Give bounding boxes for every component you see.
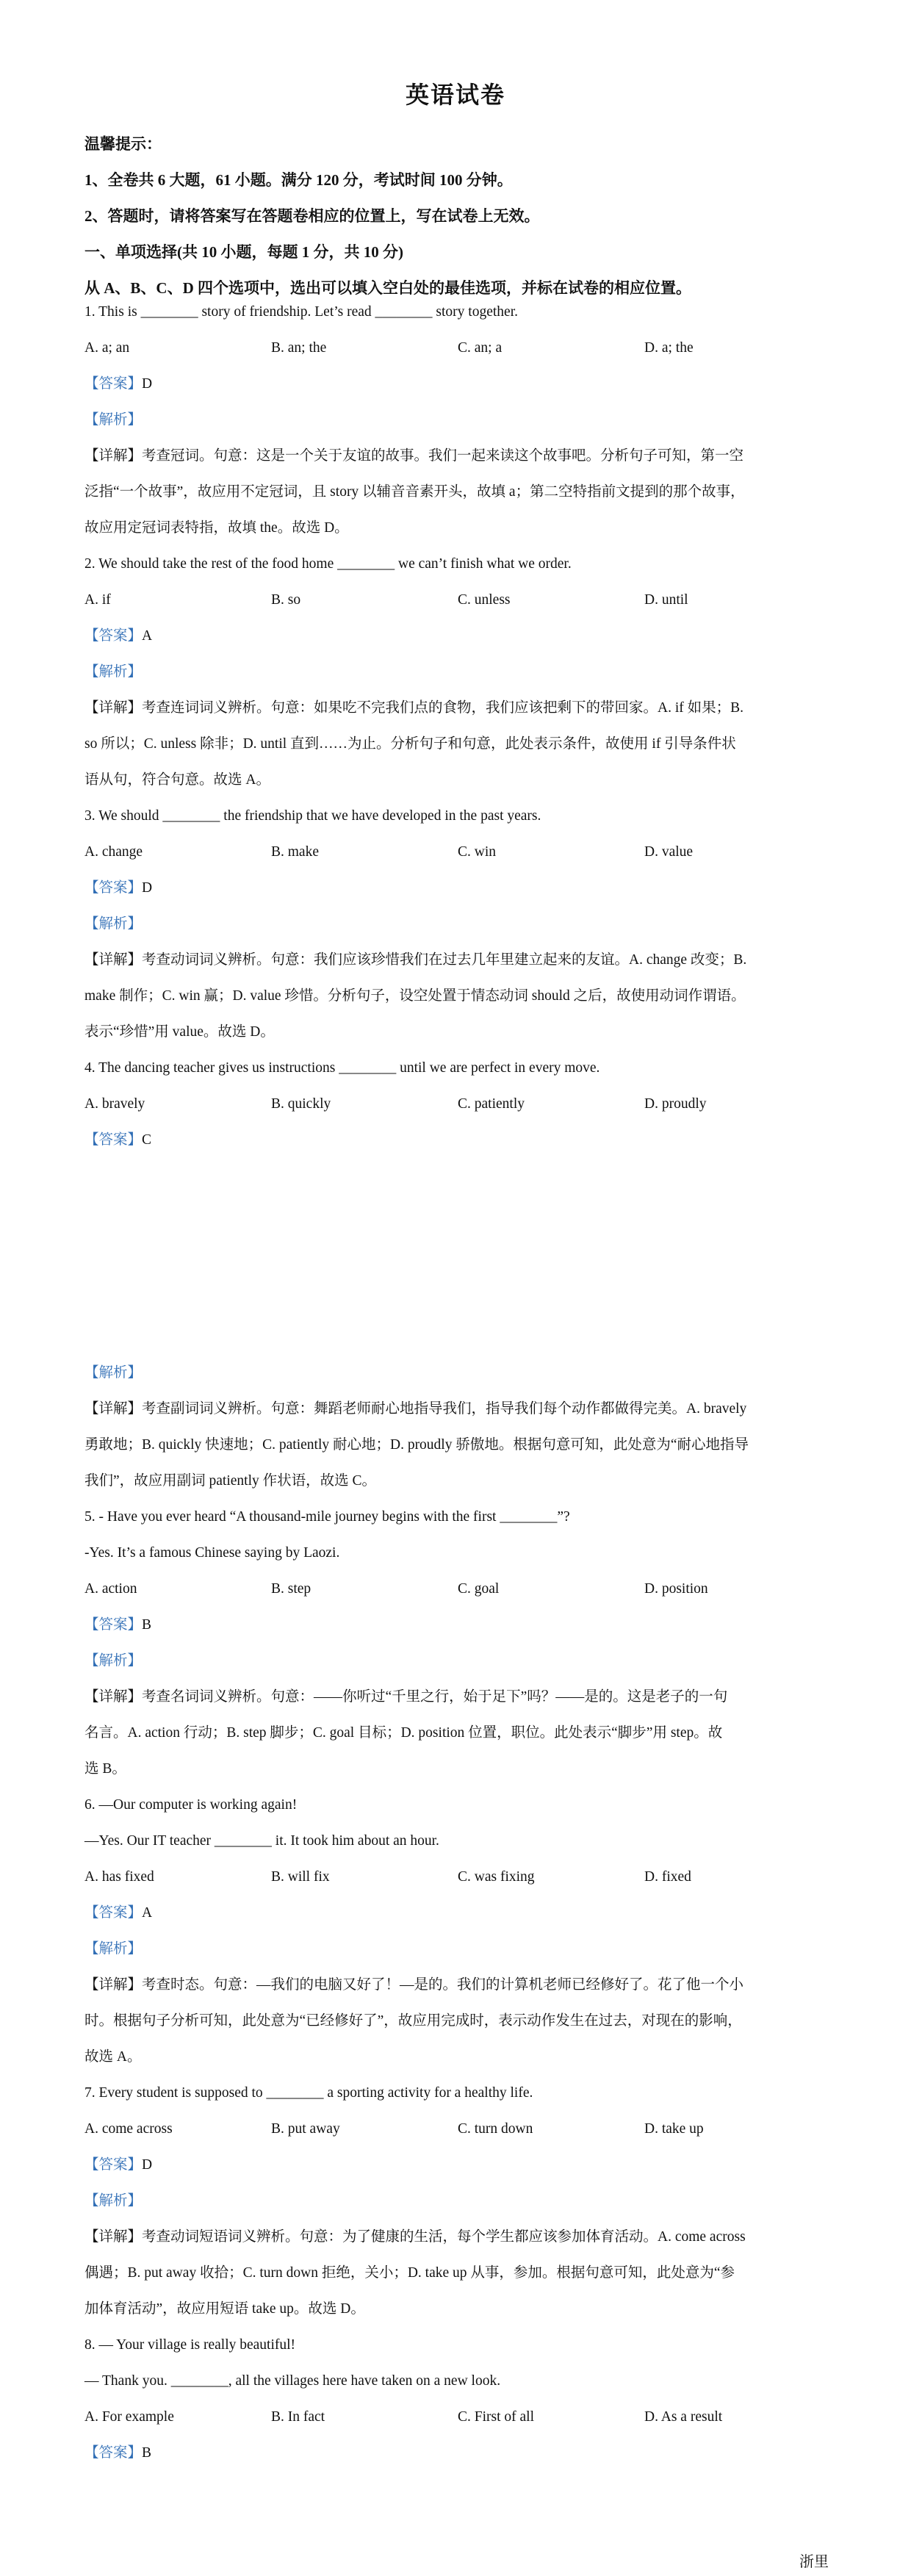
footer-mark: 浙里 — [799, 2554, 829, 2570]
option-d: D. until — [644, 592, 688, 608]
question-stem: 3. We should ________ the friendship that we have developed in the past years. — [84, 808, 541, 824]
detail-line: so 所以；C. unless 除非；D. until 直到……为止。分析句子和句意，此处表示条件，故使用 if 引导条件状 — [84, 736, 736, 752]
note-line: 2、答题时，请将答案写在答题卷相应的位置上，写在试卷上无效。 — [84, 207, 540, 225]
question-stem: 6. —Our computer is working again! — [84, 1797, 298, 1813]
option-row — [84, 2399, 841, 2435]
option-c: C. First of all — [458, 2409, 535, 2425]
option-a: A. if — [84, 592, 111, 608]
option-a: A. For example — [84, 2409, 174, 2425]
detail-line: 故应用定冠词表特指，故填 the。故选 D。 — [84, 520, 349, 536]
answer-line — [84, 2435, 841, 2471]
analysis-label: 【解析】 — [84, 2193, 143, 2209]
question-1 — [84, 294, 841, 546]
exam-notes — [84, 126, 841, 306]
answer-value: D — [142, 2157, 153, 2173]
answer-line — [84, 366, 841, 402]
option-d: D. take up — [644, 2121, 704, 2137]
note-line: 一、单项选择(共 10 小题，每题 1 分，共 10 分) — [84, 243, 403, 261]
answer-label: 【答案】 — [84, 880, 143, 896]
answer-value: D — [142, 376, 153, 392]
note-line: 温馨提示： — [84, 135, 162, 153]
option-a: A. bravely — [84, 1096, 145, 1112]
option-a: A. action — [84, 1581, 137, 1597]
answer-label: 【答案】 — [84, 628, 143, 644]
answer-label: 【答案】 — [84, 1905, 143, 1921]
answer-line — [84, 1895, 841, 1931]
analysis-label: 【解析】 — [84, 664, 143, 680]
detail-line: 偶遇；B. put away 收拾；C. turn down 拒绝，关小；D. take up 从事，参加。根据句意可知，此处意为“参 — [84, 2265, 735, 2281]
option-d: D. As a result — [644, 2409, 723, 2425]
answer-value: A — [142, 1905, 153, 1921]
answer-value: B — [142, 2445, 152, 2461]
option-row — [84, 2111, 841, 2147]
question-stem: 1. This is ________ story of friendship. Let’s read ________ story together. — [84, 304, 518, 320]
question-6 — [84, 1787, 841, 2075]
option-a: A. come across — [84, 2121, 173, 2137]
answer-line — [84, 2147, 841, 2183]
note-line: 从 A、B、C、D 四个选项中，选出可以填入空白处的最佳选项，并标在试卷的相应位置。 — [84, 279, 692, 297]
question-stem: 7. Every student is supposed to ________ a sporting activity for a healthy life. — [84, 2085, 533, 2101]
option-row — [84, 582, 841, 618]
option-a: A. a; an — [84, 340, 130, 356]
option-c: C. unless — [458, 592, 511, 608]
option-b: B. make — [271, 844, 319, 860]
answer-label: 【答案】 — [84, 2445, 143, 2461]
answer-value: B — [142, 1617, 152, 1633]
answer-line — [84, 1122, 841, 1158]
detail-line: 【详解】考查副词词义辨析。句意：舞蹈老师耐心地指导我们，指导我们每个动作都做得完美。A. bravely — [84, 1401, 747, 1417]
question-stem: 5. - Have you ever heard “A thousand-mile journey begins with the first ________”? — [84, 1509, 570, 1525]
option-a: A. has fixed — [84, 1869, 154, 1885]
option-a: A. change — [84, 844, 143, 860]
answer-line — [84, 1607, 841, 1643]
question-8 — [84, 2327, 841, 2471]
question-stem: —Yes. Our IT teacher ________ it. It took him about an hour. — [84, 1833, 439, 1849]
question-4 — [84, 1050, 841, 1499]
detail-line: 【详解】考查名词词义辨析。句意：——你听过“千里之行，始于足下”吗？——是的。这是老子的一句 — [84, 1689, 728, 1705]
option-b: B. an; the — [271, 340, 327, 356]
analysis-label: 【解析】 — [84, 1365, 143, 1381]
question-stem: 2. We should take the rest of the food home ________ we can’t finish what we order. — [84, 556, 572, 572]
detail-line: 【详解】考查动词短语词义辨析。句意：为了健康的生活，每个学生都应该参加体育活动。A. come across — [84, 2229, 746, 2245]
detail-line: 选 B。 — [84, 1761, 126, 1777]
option-d: D. proudly — [644, 1096, 707, 1112]
detail-line: 【详解】考查动词词义辨析。句意：我们应该珍惜我们在过去几年里建立起来的友谊。A. change 改变；B. — [84, 952, 747, 968]
analysis-label: 【解析】 — [84, 412, 143, 428]
detail-line: 加体育活动”，故应用短语 take up。故选 D。 — [84, 2301, 365, 2317]
option-b: B. put away — [271, 2121, 340, 2137]
question-stem: -Yes. It’s a famous Chinese saying by Laozi. — [84, 1545, 340, 1561]
detail-line: 表示“珍惜”用 value。故选 D。 — [84, 1024, 275, 1040]
answer-value: A — [142, 628, 153, 644]
option-d: D. a; the — [644, 340, 694, 356]
question-stem: 8. — Your village is really beautiful! — [84, 2337, 296, 2353]
detail-line: 泛指“一个故事”，故应用不定冠词，且 story 以辅音音素开头，故填 a；第二空特指前文提到的那个故事， — [84, 484, 745, 500]
option-row — [84, 834, 841, 870]
option-c: C. win — [458, 844, 497, 860]
note-line: 1、全卷共 6 大题，61 小题。满分 120 分，考试时间 100 分钟。 — [84, 171, 513, 189]
answer-value: D — [142, 880, 153, 896]
answer-label: 【答案】 — [84, 2157, 143, 2173]
question-stem: 4. The dancing teacher gives us instructions ________ until we are perfect in every move. — [84, 1060, 600, 1076]
option-c: C. patiently — [458, 1096, 525, 1112]
option-d: D. position — [644, 1581, 708, 1597]
option-b: B. In fact — [271, 2409, 325, 2425]
answer-label: 【答案】 — [84, 376, 143, 392]
analysis-label: 【解析】 — [84, 916, 143, 932]
detail-line: 勇敢地；B. quickly 快速地；C. patiently 耐心地；D. proudly 骄傲地。根据句意可知，此处意为“耐心地指导 — [84, 1437, 749, 1453]
question-7 — [84, 2075, 841, 2327]
question-list — [84, 294, 841, 2471]
option-c: C. goal — [458, 1581, 500, 1597]
question-5 — [84, 1499, 841, 1787]
detail-line: 【详解】考查连词词义辨析。句意：如果吃不完我们点的食物，我们应该把剩下的带回家。A. if 如果；B. — [84, 700, 744, 716]
blank-space — [84, 1158, 841, 1355]
option-b: B. so — [271, 592, 301, 608]
option-b: B. quickly — [271, 1096, 331, 1112]
answer-line — [84, 870, 841, 906]
option-row — [84, 1859, 841, 1895]
option-b: B. will fix — [271, 1869, 330, 1885]
option-c: C. an; a — [458, 340, 503, 356]
answer-line — [84, 618, 841, 654]
option-row — [84, 1571, 841, 1607]
detail-line: 故选 A。 — [84, 2049, 142, 2065]
option-b: B. step — [271, 1581, 312, 1597]
detail-line: 【详解】考查冠词。句意：这是一个关于友谊的故事。我们一起来读这个故事吧。分析句子可知，第一空 — [84, 448, 744, 464]
answer-label: 【答案】 — [84, 1132, 143, 1148]
option-d: D. value — [644, 844, 694, 860]
option-c: C. was fixing — [458, 1869, 535, 1885]
detail-line: 【详解】考查时态。句意：—我们的电脑又好了！—是的。我们的计算机老师已经修好了。花了他一个小 — [84, 1977, 744, 1993]
detail-line: 时。根据句子分析可知，此处意为“已经修好了”，故应用完成时，表示动作发生在过去，对现在的影响， — [84, 2013, 742, 2029]
question-3 — [84, 798, 841, 1050]
option-c: C. turn down — [458, 2121, 533, 2137]
detail-line: 名言。A. action 行动；B. step 脚步；C. goal 目标；D. position 位置，职位。此处表示“脚步”用 step。故 — [84, 1725, 723, 1741]
analysis-label: 【解析】 — [84, 1653, 143, 1669]
detail-line: make 制作；C. win 赢；D. value 珍惜。分析句子，设空处置于情态动词 should 之后，故使用动词作谓语。 — [84, 988, 746, 1004]
analysis-label: 【解析】 — [84, 1941, 143, 1957]
question-2 — [84, 546, 841, 798]
page-title: 英语试卷 — [405, 82, 505, 108]
option-d: D. fixed — [644, 1869, 691, 1885]
option-row — [84, 330, 841, 366]
detail-line: 我们”，故应用副词 patiently 作状语，故选 C。 — [84, 1473, 377, 1489]
answer-value: C — [142, 1132, 152, 1148]
option-row — [84, 1086, 841, 1122]
answer-label: 【答案】 — [84, 1617, 143, 1633]
question-stem: — Thank you. ________, all the villages here have taken on a new look. — [84, 2373, 501, 2389]
detail-line: 语从句，符合句意。故选 A。 — [84, 772, 270, 788]
